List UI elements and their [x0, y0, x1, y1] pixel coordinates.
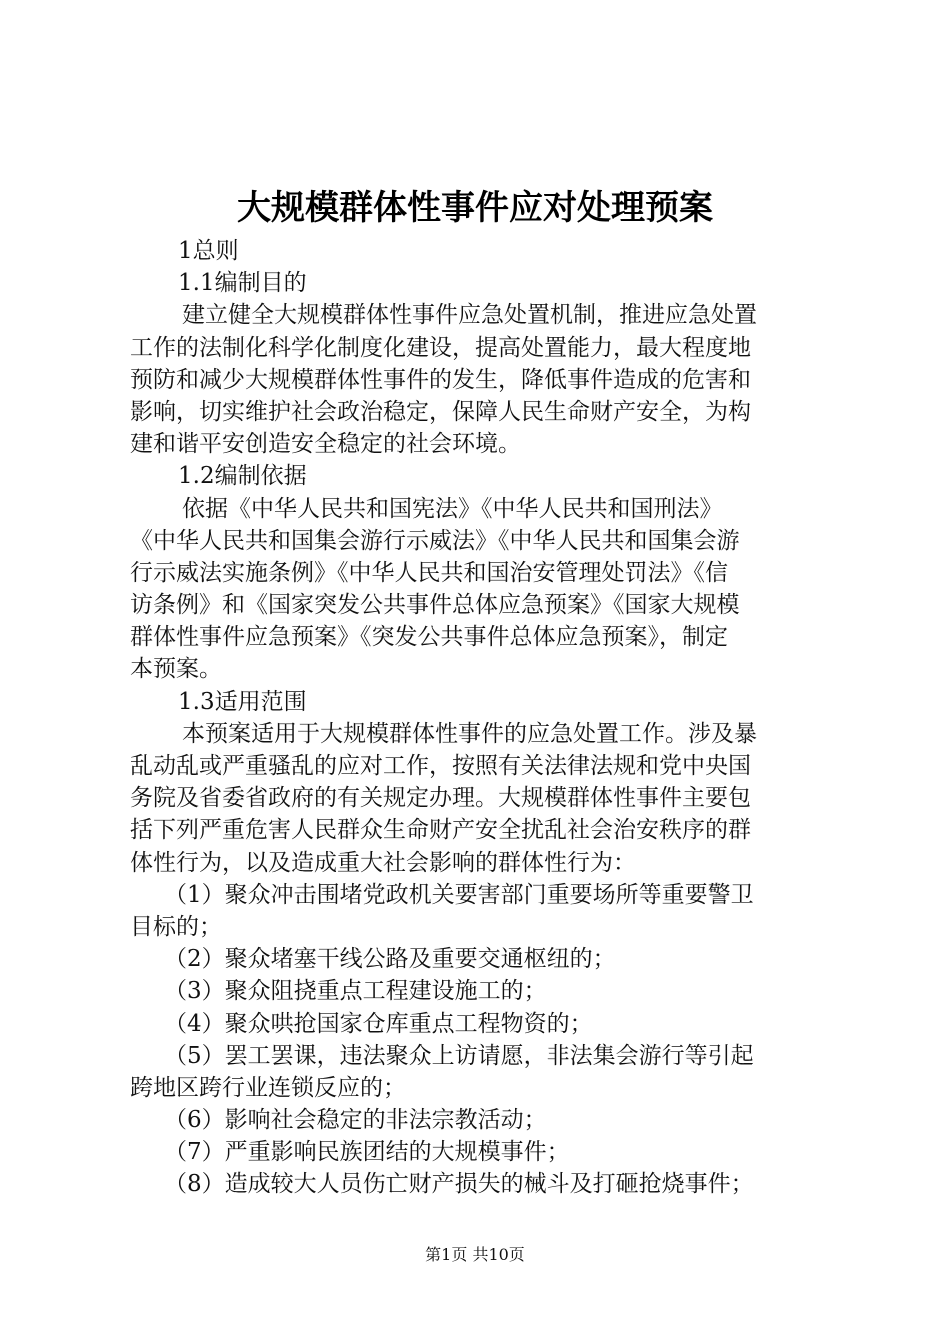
page-number-footer: 第1页 共10页 [425, 1245, 525, 1264]
paragraph-line: 务院及省委省政府的有关规定办理。大规模群体性事件主要包 [130, 785, 751, 812]
heading-1-2: 1.2编制依据 [178, 463, 307, 490]
list-item: （3）聚众阻挠重点工程建设施工的； [164, 978, 547, 1005]
paragraph-line: 依据《中华人民共和国宪法》《中华人民共和国刑法》 [182, 495, 723, 522]
paragraph-line: 乱动乱或严重骚乱的应对工作，按照有关法律法规和党中央国 [130, 753, 751, 779]
paragraph-line: 建和谐平安创造安全稳定的社会环境。 [130, 431, 521, 458]
document-body [130, 235, 830, 1201]
paragraph-line: 本预案。 [130, 656, 222, 683]
list-item: （5）罢工罢课，违法聚众上访请愿，非法集会游行等引起 [164, 1042, 754, 1069]
list-item: （7）严重影响民族团结的大规模事件； [164, 1139, 570, 1166]
list-item: （6）影响社会稳定的非法宗教活动； [164, 1107, 547, 1134]
paragraph-line: 群体性事件应急预案》《突发公共事件总体应急预案》，制定 [130, 624, 728, 651]
paragraph-line: 影响，切实维护社会政治稳定，保障人民生命财产安全，为构 [130, 398, 751, 425]
paragraph-line: 括下列严重危害人民群众生命财产安全扰乱社会治安秩序的群 [130, 817, 751, 844]
paragraph-line: 访条例》和《国家突发公共事件总体应急预案》《国家大规模 [130, 592, 740, 619]
heading-1: 1总则 [178, 238, 239, 264]
list-item: （2）聚众堵塞干线公路及重要交通枢纽的； [164, 946, 616, 973]
paragraph-line: 预防和减少大规模群体性事件的发生，降低事件造成的危害和 [130, 366, 751, 393]
list-item: （4）聚众哄抢国家仓库重点工程物资的； [164, 1010, 593, 1037]
paragraph-line: 《中华人民共和国集会游行示威法》《中华人民共和国集会游 [130, 527, 740, 554]
list-item-continuation: 跨地区跨行业连锁反应的； [130, 1074, 406, 1101]
heading-1-3: 1.3适用范围 [178, 688, 307, 715]
paragraph-line: 本预案适用于大规模群体性事件的应急处置工作。涉及暴 [182, 720, 757, 747]
document-title: 大规模群体性事件应对处理预案 [237, 188, 713, 228]
paragraph-line: 建立健全大规模群体性事件应急处置机制，推进应急处置 [182, 302, 757, 329]
paragraph-line: 体性行为，以及造成重大社会影响的群体性行为： [130, 849, 636, 876]
paragraph-line: 行示威法实施条例》《中华人民共和国治安管理处罚法》《信 [130, 559, 728, 586]
paragraph-line: 工作的法制化科学化制度化建设，提高处置能力，最大程度地 [130, 334, 751, 361]
list-item-continuation: 目标的； [130, 913, 222, 940]
list-item: （1）聚众冲击围堵党政机关要害部门重要场所等重要警卫 [164, 881, 754, 908]
list-item: （8）造成较大人员伤亡财产损失的械斗及打砸抢烧事件； [164, 1171, 754, 1198]
heading-1-1: 1.1编制目的 [178, 270, 307, 297]
